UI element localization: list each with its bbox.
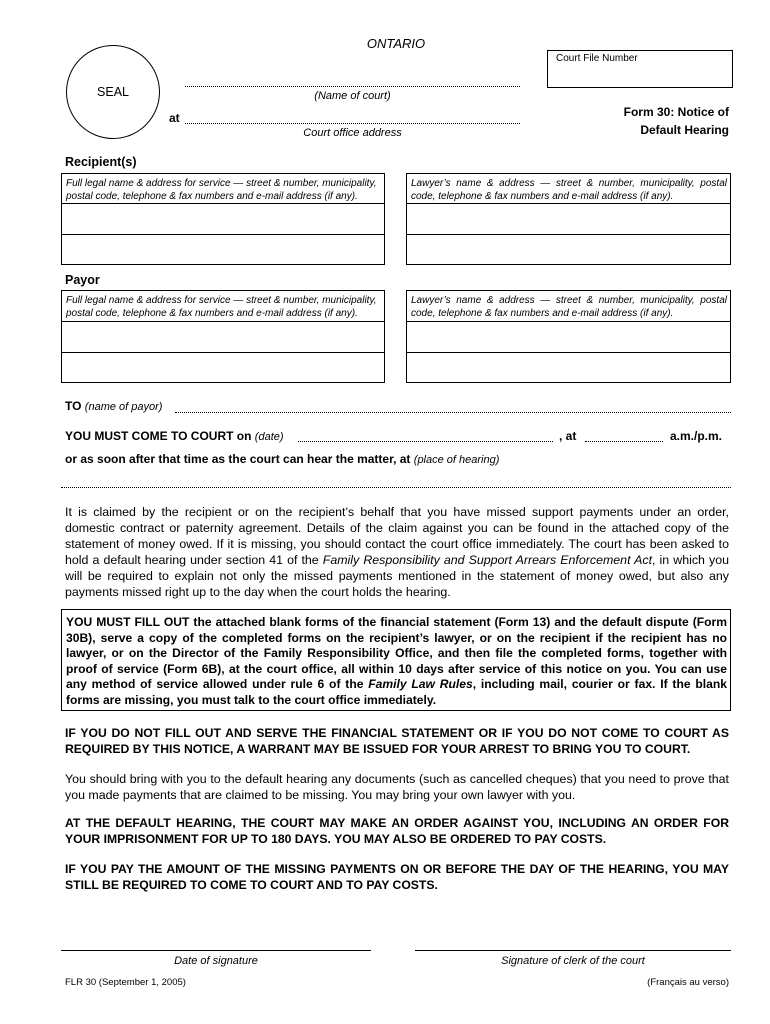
seal-label: SEAL (97, 85, 129, 99)
to-line (65, 399, 162, 413)
court-file-number-box[interactable] (547, 50, 733, 88)
ampm-label: a.m./p.m. (670, 429, 723, 443)
name-of-court-label: (Name of court) (314, 90, 391, 102)
claim-act-name: Family Responsibility and Support Arrears Enforcement Act (322, 553, 653, 567)
court-time-field[interactable] (585, 441, 663, 442)
payor-lawyer-section (406, 290, 731, 383)
french-version-note: (Français au verso) (647, 977, 729, 988)
form-id: FLR 30 (September 1, 2005) (65, 977, 186, 988)
payor-lawyer-field-2[interactable] (407, 352, 730, 384)
fill-out-box (61, 609, 731, 711)
province-heading: ONTARIO (366, 36, 426, 51)
payor-name-hint: Full legal name & address for service — street & number, municipality, postal code, telephone & fax numbers and e-mail address (if any). (66, 295, 377, 319)
payor-name-section (61, 290, 385, 383)
arrest-warning: IF YOU DO NOT FILL OUT AND SERVE THE FINANCIAL STATEMENT OR IF YOU DO NOT COME TO COURT AS REQUIRED BY THIS NOTICE, A WARRANT MAY BE ISSUED FOR YOUR ARREST TO BRING YOU TO COURT. (65, 726, 729, 756)
fill-out-part1: YOU MUST FILL OUT the attached blank forms of the financial statement (Form 13) and the default dispute (Form 30B), serve a copy of the completed forms on the recipient’s lawyer, or on the recipient if the recipient has no lawyer, or on the Director of the Family Responsibility Office, and then file the completed forms, together with proof of service (Form 6B), at the court office, all within 10 days after service of this notice on you. You can use any method of service allowed under rule 6 of the (66, 615, 727, 691)
to-label: TO (65, 399, 82, 413)
recipient-lawyer-hint: Lawyer’s name & address — street & number, municipality, postal code, telephone & fax numbers and e-mail address (if any). (411, 178, 727, 202)
date-of-signature-label: Date of signature (174, 955, 258, 967)
recipient-name-field-1[interactable] (62, 203, 384, 235)
date-hint: (date) (254, 431, 284, 443)
payor-name-field[interactable] (175, 412, 731, 413)
payor-name-field-1[interactable] (62, 321, 384, 353)
place-line (65, 452, 499, 466)
court-date-line (65, 429, 284, 443)
payor-lawyer-field-1[interactable] (407, 321, 730, 353)
family-law-rules: Family Law Rules (368, 677, 473, 691)
court-office-address-field[interactable] (185, 123, 520, 124)
form-title-line1: Form 30: Notice of (623, 105, 729, 119)
payor-lawyer-hint: Lawyer’s name & address — street & number, municipality, postal code, telephone & fax numbers and e-mail address (if any). (411, 295, 727, 319)
claim-text-part2: , in which you will be required to explain not only the missed payments mentioned in the statement of money owed, but also any payments missed right up to the day when the court holds the hearing. (65, 553, 729, 599)
signature-clerk-label: Signature of clerk of the court (501, 955, 645, 967)
recipient-lawyer-field-1[interactable] (407, 203, 730, 235)
place-of-hearing-field[interactable] (61, 487, 731, 488)
payor-name-field-2[interactable] (62, 352, 384, 384)
recipient-name-field-2[interactable] (62, 234, 384, 266)
form-title-line2: Default Hearing (640, 123, 729, 137)
court-name-field[interactable] (185, 86, 520, 87)
place-hint: (place of hearing) (413, 454, 500, 466)
date-signature-line[interactable] (61, 950, 371, 951)
recipients-heading: Recipient(s) (65, 155, 137, 169)
must-come-label: YOU MUST COME TO COURT on (65, 429, 252, 443)
clerk-signature-line[interactable] (415, 950, 731, 951)
fill-out-part2: , including mail, courier or fax. If the blank forms are missing, you must talk to the court office immediately. (66, 677, 727, 707)
recipient-lawyer-field-2[interactable] (407, 234, 730, 266)
soon-label: or as soon after that time as the court can hear the matter, at (65, 452, 411, 466)
at-time-label: , at (559, 429, 577, 443)
costs-warning: IF YOU PAY THE AMOUNT OF THE MISSING PAYMENTS ON OR BEFORE THE DAY OF THE HEARING, YOU MAY STILL BE REQUIRED TO COME TO COURT AND TO PAY COSTS. (65, 862, 729, 892)
imprisonment-warning: AT THE DEFAULT HEARING, THE COURT MAY MAKE AN ORDER AGAINST YOU, INCLUDING AN ORDER FOR YOUR IMPRISONMENT FOR UP TO 180 DAYS. YOU MAY ALSO BE ORDERED TO PAY COSTS. (65, 816, 729, 846)
court-office-address-label: Court office address (303, 127, 402, 139)
seal-circle (66, 45, 160, 139)
payor-heading: Payor (65, 273, 100, 287)
recipient-name-section (61, 173, 385, 265)
bring-documents-paragraph: You should bring with you to the default hearing any documents (such as cancelled cheques) that you need to prove that you made payments that are claimed to be missing. You may bring your own lawyer with you. (65, 772, 729, 802)
recipient-name-hint: Full legal name & address for service — street & number, municipality, postal code, telephone & fax numbers and e-mail address (if any). (66, 178, 377, 202)
claim-paragraph (65, 504, 729, 600)
fill-out-text (66, 615, 727, 708)
court-date-field[interactable] (298, 441, 553, 442)
to-hint: (name of payor) (84, 401, 163, 413)
recipient-lawyer-section (406, 173, 731, 265)
court-file-number-label: Court File Number (556, 53, 638, 64)
claim-text-part1: It is claimed by the recipient or on the recipient’s behalf that you have missed support payments under an order, domestic contract or paternity agreement. Details of the claim against you can be found in the attached copy of the statement of money owed. If it is missing, you should contact the court office immediately. The court has been asked to hold a default hearing under section 41 of the (65, 505, 729, 567)
at-label: at (169, 111, 180, 125)
